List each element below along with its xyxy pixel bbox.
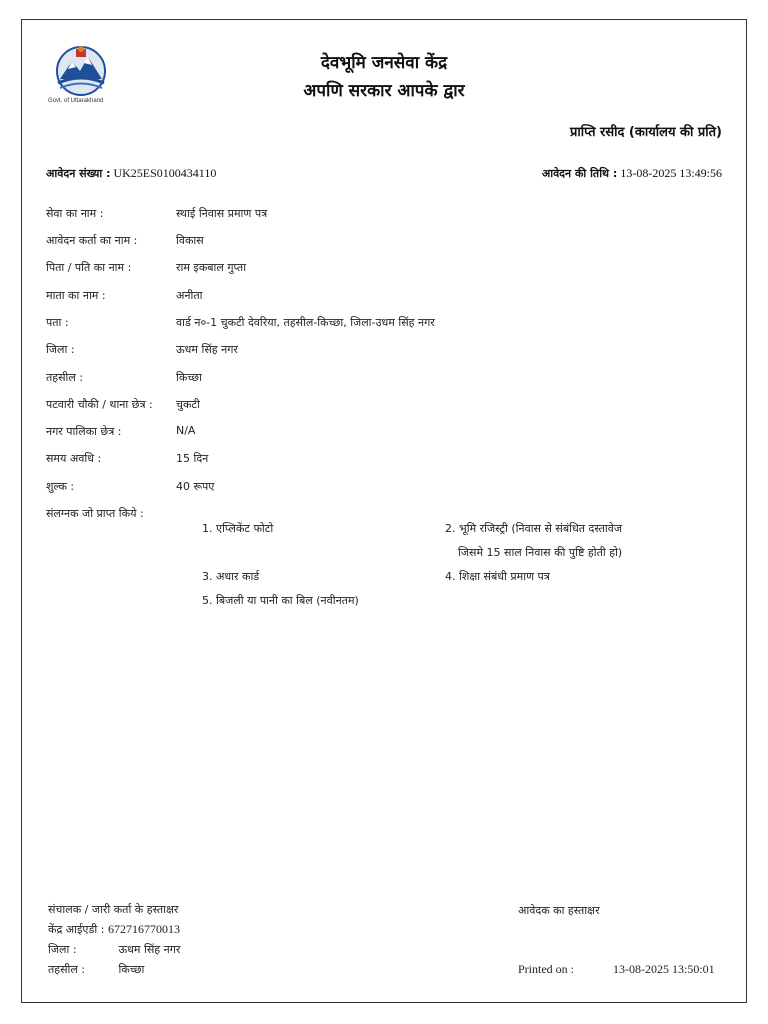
centre-id-label: केंद्र आईएडी :: [48, 923, 105, 936]
detail-value: 40 रूपए: [176, 480, 215, 493]
detail-row: [46, 424, 706, 444]
applicant-signature-label: आवेदक का हस्ताक्षर: [518, 904, 600, 917]
printed-on-value: 13-08-2025 13:50:01: [613, 962, 715, 976]
detail-row: [46, 206, 706, 226]
detail-row: [46, 397, 706, 417]
detail-label: नगर पालिका छेत्र :: [46, 425, 122, 438]
application-number-label: आवेदन संख्या :: [46, 167, 111, 180]
application-date-label: आवेदन की तिथि :: [541, 167, 618, 180]
detail-label: पता :: [46, 316, 69, 329]
detail-value: चुकटी: [176, 398, 200, 411]
detail-row: [46, 260, 706, 280]
detail-row: [46, 370, 706, 390]
detail-value: 15 दिन: [176, 452, 209, 465]
detail-label: पटवारी चौकी / थाना छेत्र :: [46, 398, 153, 411]
footer-district-value: ऊधम सिंह नगर: [118, 943, 181, 956]
attachment-item: 4. शिक्षा संबंधी प्रमाण पत्र: [445, 570, 550, 583]
detail-label: पिता / पति का नाम :: [46, 261, 132, 274]
detail-label: समय अवधि :: [46, 452, 102, 465]
detail-value: राम इकबाल गुप्ता: [176, 261, 247, 274]
detail-value: विकास: [176, 234, 204, 247]
detail-value: किच्छा: [176, 371, 202, 384]
detail-value: ऊधम सिंह नगर: [176, 343, 238, 356]
application-number: [46, 166, 216, 181]
attachment-item: 2. भूमि रजिस्ट्री (निवास से संबंधित दस्तावेज: [445, 522, 623, 535]
application-date-value: 13-08-2025 13:49:56: [620, 166, 722, 180]
page-subtitle: अपणि सरकार आपके द्वार: [303, 81, 465, 101]
operator-signature-label: संचालक / जारी कर्ता के हस्ताक्षर: [48, 903, 179, 916]
detail-label: सेवा का नाम :: [46, 207, 104, 220]
detail-value: स्थाई निवास प्रमाण पत्र: [176, 207, 268, 220]
detail-row: [46, 233, 706, 253]
footer-tehsil-label: तहसील :: [48, 963, 86, 976]
footer-district-label: जिला :: [48, 943, 77, 956]
application-date: [542, 166, 722, 181]
attachments-label: संलग्नक जो प्राप्त किये :: [46, 507, 144, 520]
footer-district: [48, 942, 180, 957]
footer-tehsil: [48, 962, 144, 977]
attachment-item: 3. अधार कार्ड: [202, 570, 260, 583]
detail-row: [46, 315, 706, 335]
detail-label: तहसील :: [46, 371, 84, 384]
receipt-type: प्राप्ति रसीद (कार्यालय की प्रति): [569, 125, 722, 140]
detail-label: जिला :: [46, 343, 75, 356]
detail-value: N/A: [176, 424, 196, 437]
detail-label: आवेदन कर्ता का नाम :: [46, 234, 138, 247]
detail-row: [46, 288, 706, 308]
detail-label: माता का नाम :: [46, 289, 106, 302]
detail-label: शुल्क :: [46, 480, 75, 493]
detail-row: [46, 479, 706, 499]
printed-on-label: Printed on :: [518, 962, 574, 976]
page-title: देवभूमि जनसेवा केंद्र: [320, 53, 448, 73]
detail-row: [46, 451, 706, 471]
attachment-item: 1. एप्लिकेंट फोटो: [202, 522, 274, 535]
detail-value: अनीता: [176, 289, 203, 302]
detail-value: वार्ड न०-1 चुकटी देवरिया, तहसील-किच्छा, जिला-उधम सिंह नगर: [176, 316, 435, 329]
logo-caption: Govt. of Uttarakhand: [48, 98, 104, 104]
centre-id: [48, 922, 180, 937]
application-number-value: UK25ES0100434110: [113, 166, 217, 180]
attachment-item-continued: जिसमे 15 साल निवास की पुष्टि होती हो): [458, 546, 623, 559]
attachment-item: 5. बिजली या पानी का बिल (नवीनतम): [202, 594, 359, 607]
footer-tehsil-value: किच्छा: [118, 963, 145, 976]
centre-id-value: 672716770013: [107, 922, 180, 936]
detail-row: [46, 342, 706, 362]
